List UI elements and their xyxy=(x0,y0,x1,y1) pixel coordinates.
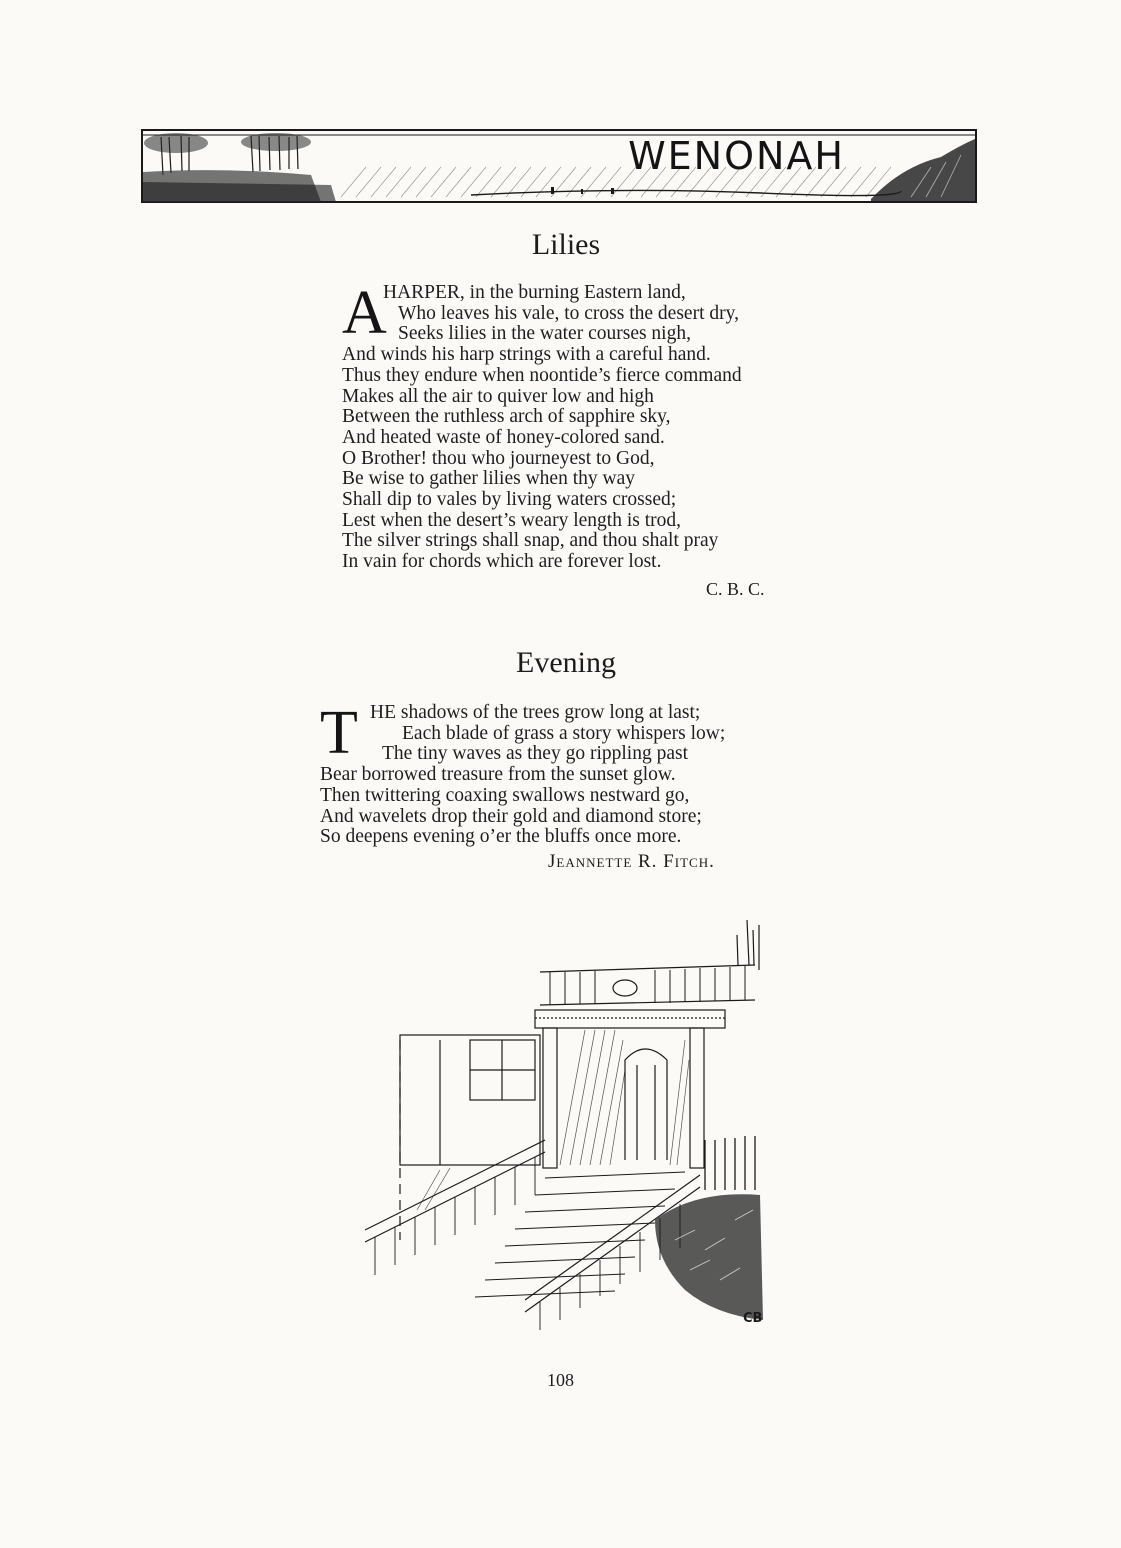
drop-cap: A xyxy=(342,279,387,347)
poem-line: The silver strings shall snap, and thou shalt pray xyxy=(342,530,719,552)
poem-line: HARPER, in the burning Eastern land, xyxy=(383,282,686,303)
poem-title-lilies: Lilies xyxy=(531,228,601,261)
porch-drawing xyxy=(355,910,775,1340)
poem-evening xyxy=(320,699,800,848)
poem-line: Thus they endure when noontide’s fierce command xyxy=(342,364,742,386)
poem-author: Jeannette R. Fitch. xyxy=(548,851,715,872)
landscape-banner-drawing xyxy=(141,127,977,204)
artist-signature: CB xyxy=(743,1311,763,1326)
poem-line: Lest when the desert’s weary length is trod, xyxy=(342,509,681,531)
poem-line: O Brother! thou who journeyest to God, xyxy=(342,447,655,469)
poem-line: Makes all the air to quiver low and high xyxy=(342,385,654,407)
poem-line: And heated waste of honey-colored sand. xyxy=(342,426,665,448)
page-number: 108 xyxy=(547,1370,574,1390)
poem-line: Between the ruthless arch of sapphire sky, xyxy=(342,406,671,428)
header-banner xyxy=(141,127,977,204)
poem-line: And wavelets drop their gold and diamond store; xyxy=(320,805,702,827)
poem-line: The tiny waves as they go rippling past xyxy=(382,743,688,765)
porch-stairs-illustration xyxy=(355,910,775,1340)
poem-lilies xyxy=(342,279,822,573)
banner-title: WENONAH xyxy=(628,134,845,178)
poem-line: Seeks lilies in the water courses nigh, xyxy=(398,323,691,345)
poem-line: Shall dip to vales by living waters crossed; xyxy=(342,489,677,511)
poem-author: C. B. C. xyxy=(706,579,765,599)
poem-line: Then twittering coaxing swallows nestward go, xyxy=(320,784,690,806)
poem-line: HE shadows of the trees grow long at last; xyxy=(370,702,701,723)
poem-line: And winds his harp strings with a careful hand. xyxy=(342,344,711,366)
poem-line: Who leaves his vale, to cross the desert dry, xyxy=(398,302,739,324)
poem-line: So deepens evening o’er the bluffs once more. xyxy=(320,826,682,848)
poem-line: Be wise to gather lilies when thy way xyxy=(342,468,635,490)
poem-line: Each blade of grass a story whispers low; xyxy=(402,722,726,744)
poem-line: In vain for chords which are forever lost. xyxy=(342,551,662,573)
poem-title-evening: Evening xyxy=(516,646,616,679)
poem-line: Bear borrowed treasure from the sunset glow. xyxy=(320,764,676,786)
drop-cap: T xyxy=(320,699,358,767)
